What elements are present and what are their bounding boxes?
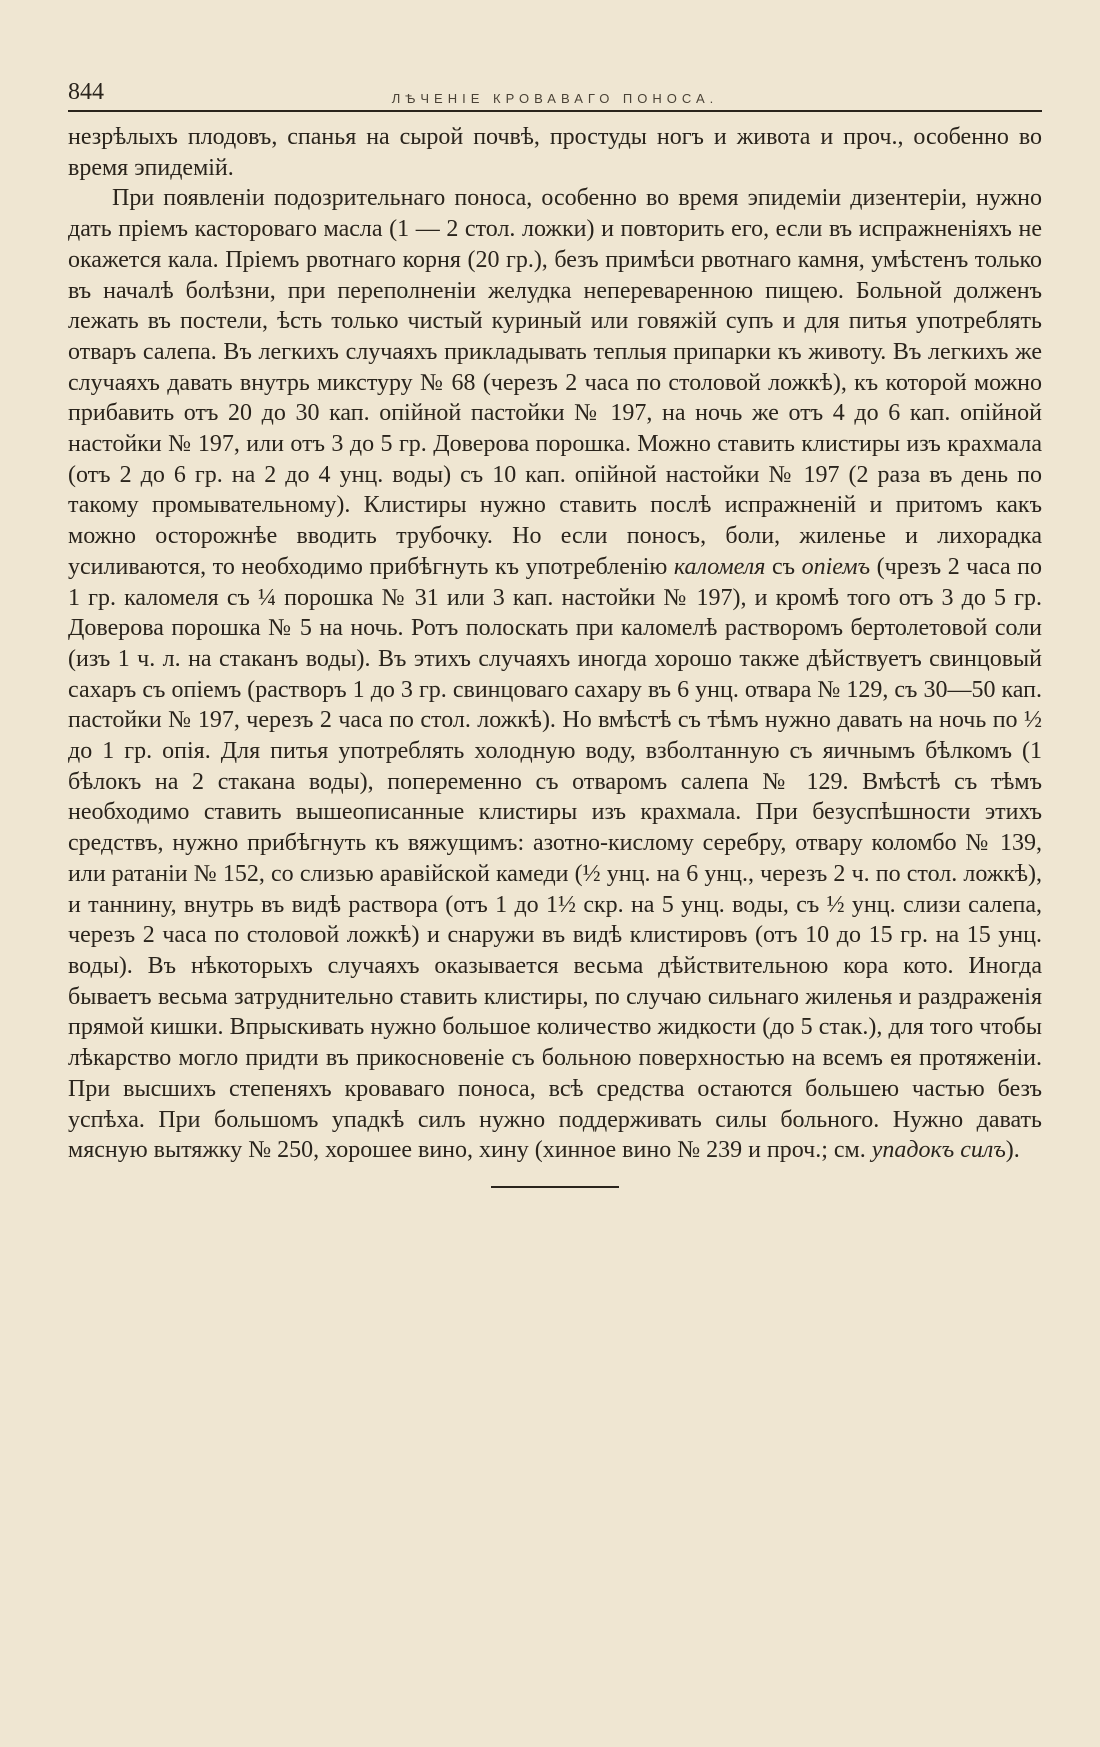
section-end-rule <box>491 1186 619 1188</box>
page-number: 844 <box>68 79 104 105</box>
italic-cross-reference: упадокъ силъ <box>871 1137 1006 1164</box>
paragraph-2-text-c: (чрезъ 2 часа по 1 гр. каломеля съ ¼ порошка № 31 или 3 кап. настойки № 197), и кромѣ того отъ 3 до 5 гр. Доверова порошка № 5 на ночь. Ротъ полоскать при каломелѣ растворомъ бертолетовой соли (изъ 1 ч. л. на стаканъ воды). Въ этихъ случаяхъ иногда хорошо также дѣйствуетъ свинцовый сахаръ съ опіемъ (растворъ 1 до 3 гр. свинцоваго сахару въ 6 унц. отвара № 129, съ 30—50 кап. пастойки № 197, черезъ 2 часа по стол. ложкѣ). Но вмѣстѣ съ тѣмъ нужно давать на ночь по ½ до 1 гр. опія. Для питья употреблять холодную воду, взболтанную съ яичнымъ бѣлкомъ (1 бѣлокъ на 2 стакана воды), попеременно съ отваромъ салепа № 129. Вмѣстѣ съ тѣмъ необходимо ставить вышеописанные клистиры изъ крахмала. При безуспѣшности этихъ средствъ, нужно прибѣгнуть къ вяжущимъ: азотно-кислому серебру, отвару коломбо № 139, или ратаніи № 152, со слизью аравійской камеди (½ унц. на 6 унц., черезъ 2 ч. по стол. ложкѣ), и таннину, внутрь въ видѣ раствора (отъ 1 до 1½ скр. на 5 унц. воды, съ ½ унц. слизи салепа, черезъ 2 часа по столовой ложкѣ) и снаружи въ видѣ клистировъ (отъ 10 до 15 гр. на 15 унц. воды). Въ нѣкоторыхъ случаяхъ оказывается весьма дѣйствительною кора кото. Иногда бываетъ весьма затруднительно ставить клистиры, по случаю сильнаго жиленья и раздраженія прямой кишки. Впрыскивать нужно большое количество жидкости (до 5 стак.), для того чтобы лѣкарство могло придти въ прикосновеніе съ больною поверхностью на всемъ ея протяженіи. При высшихъ степеняхъ кроваваго поноса, всѣ средства остаются большею частью безъ успѣха. При большомъ упадкѣ силъ нужно поддерживать силы больного. Нужно давать мясную вытяжку № 250, хорошее вино, хину (хинное вино № 239 и проч.; см. <box>68 553 1043 1164</box>
paragraph-2-text-a: При появленіи подозрительнаго поноса, особенно во время эпидеміи дизентеріи, нужно дать пріемъ касторовагo масла (1 — 2 стол. ложки) и повторить его, если въ испражненіяхъ не окажется кала. Пріемъ рвотнаго корня (20 гр.), безъ примѣси рвотнаго камня, умѣстенъ только въ началѣ болѣзни, при переполненіи желудка непереваренною пищею. Больной долженъ лежать въ постели, ѣсть только чистый куриный или говяжій супъ и для питья употреблять отваръ салепа. Въ легкихъ случаяхъ прикладывать теплыя припарки къ животу. Въ легкихъ же случаяхъ давать внутрь микстуру № 68 (черезъ 2 часа по столовой ложкѣ), къ которой можно прибавить отъ 20 до 30 кап. опійной пастойки № 197, на ночь же отъ 4 до 6 кап. опійной настойки № 197, или отъ 3 до 5 гр. Доверова порошка. Можно ставить клистиры изъ крахмала (отъ 2 до 6 гр. на 2 до 4 унц. воды) съ 10 кап. опійной настойки № 197 (2 раза въ день по такому промывательному). Клистиры нужно ставить послѣ испражненій и притомъ какъ можно осторожнѣе вводить трубочку. Но если поносъ, боли, жиленье и лихорадка усиливаются, то необходимо прибѣгнуть къ употребленію <box>68 185 1042 580</box>
italic-term-calomel: каломеля <box>673 553 766 580</box>
body-text <box>68 122 1042 1166</box>
paragraph-2-text-b: съ <box>771 553 795 580</box>
paragraph-2-text-d: ). <box>1005 1137 1020 1164</box>
page-header <box>68 76 1042 112</box>
paragraph-2 <box>68 183 1042 1166</box>
italic-term-opium: опіемъ <box>801 553 871 580</box>
paragraph-1 <box>68 122 1042 183</box>
paragraph-1-text: незрѣлыхъ плодовъ, спанья на сырой почвѣ, простуды ногъ и живота и проч., особенно во время эпидемій. <box>68 124 1042 181</box>
running-title: ЛѢЧЕНІЕ КРОВАВАГО ПОНОСА. <box>391 91 719 106</box>
